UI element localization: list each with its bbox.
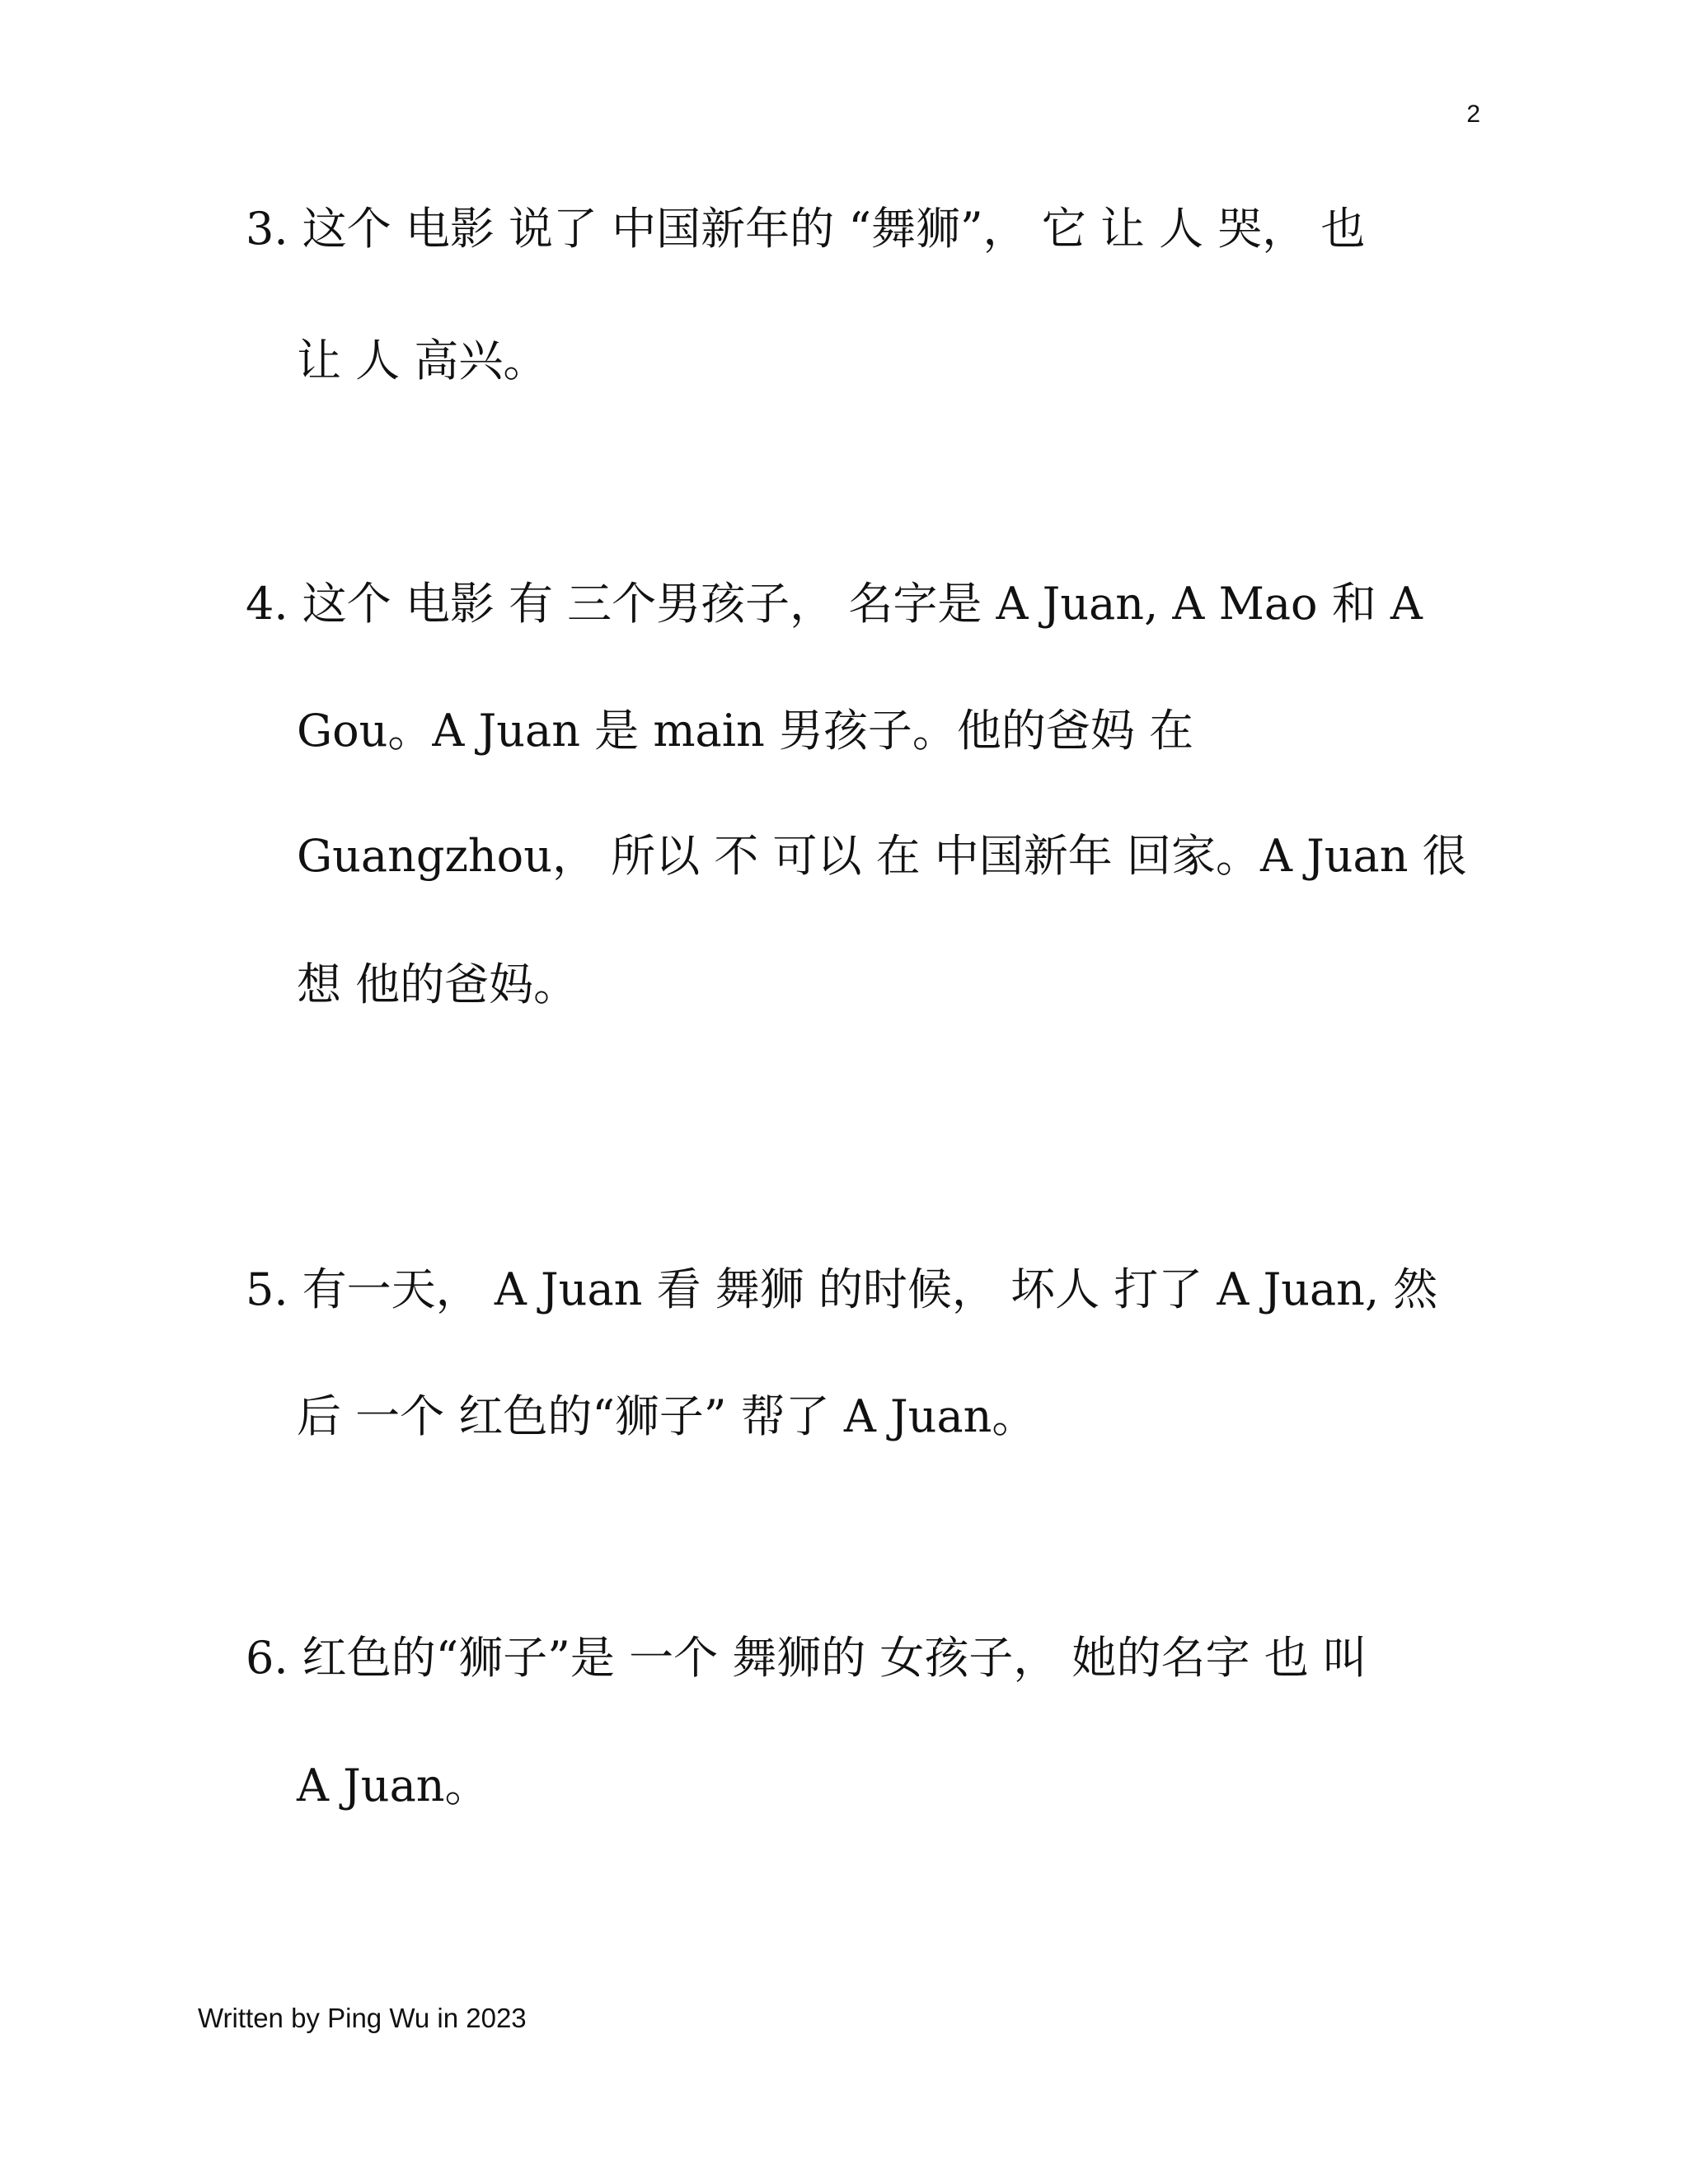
list-item-line: Guangzhou， 所以 不 可以 在 中国新年 回家。A Juan 很 [297, 830, 1467, 882]
list-item-line: 后 一个 红色的“狮子” 帮了 A Juan。 [297, 1390, 1037, 1442]
list-item-line: 4. 这个 电影 有 三个男孩子， 名字是 A Juan, A Mao 和 A [246, 578, 1423, 630]
list-item-line: 5. 有一天， A Juan 看 舞狮 的时候， 坏人 打了 A Juan, 然 [246, 1263, 1438, 1315]
list-item-line: A Juan。 [297, 1760, 490, 1811]
list-item-line: 让 人 高兴。 [297, 335, 548, 387]
list-item-line: 3. 这个 电影 说了 中国新年的 “舞狮”， 它 让 人 哭， 也 [246, 203, 1366, 255]
page-number: 2 [1466, 101, 1480, 128]
list-item-line: 想 他的爸妈。 [297, 958, 579, 1010]
footer-credit: Written by Ping Wu in 2023 [198, 2003, 527, 2033]
list-item-line: 6. 红色的“狮子”是 一个 舞狮的 女孩子， 她的名字 也 叫 [246, 1632, 1367, 1684]
list-item-line: Gou。A Juan 是 main 男孩子。他的爸妈 在 [297, 705, 1194, 757]
